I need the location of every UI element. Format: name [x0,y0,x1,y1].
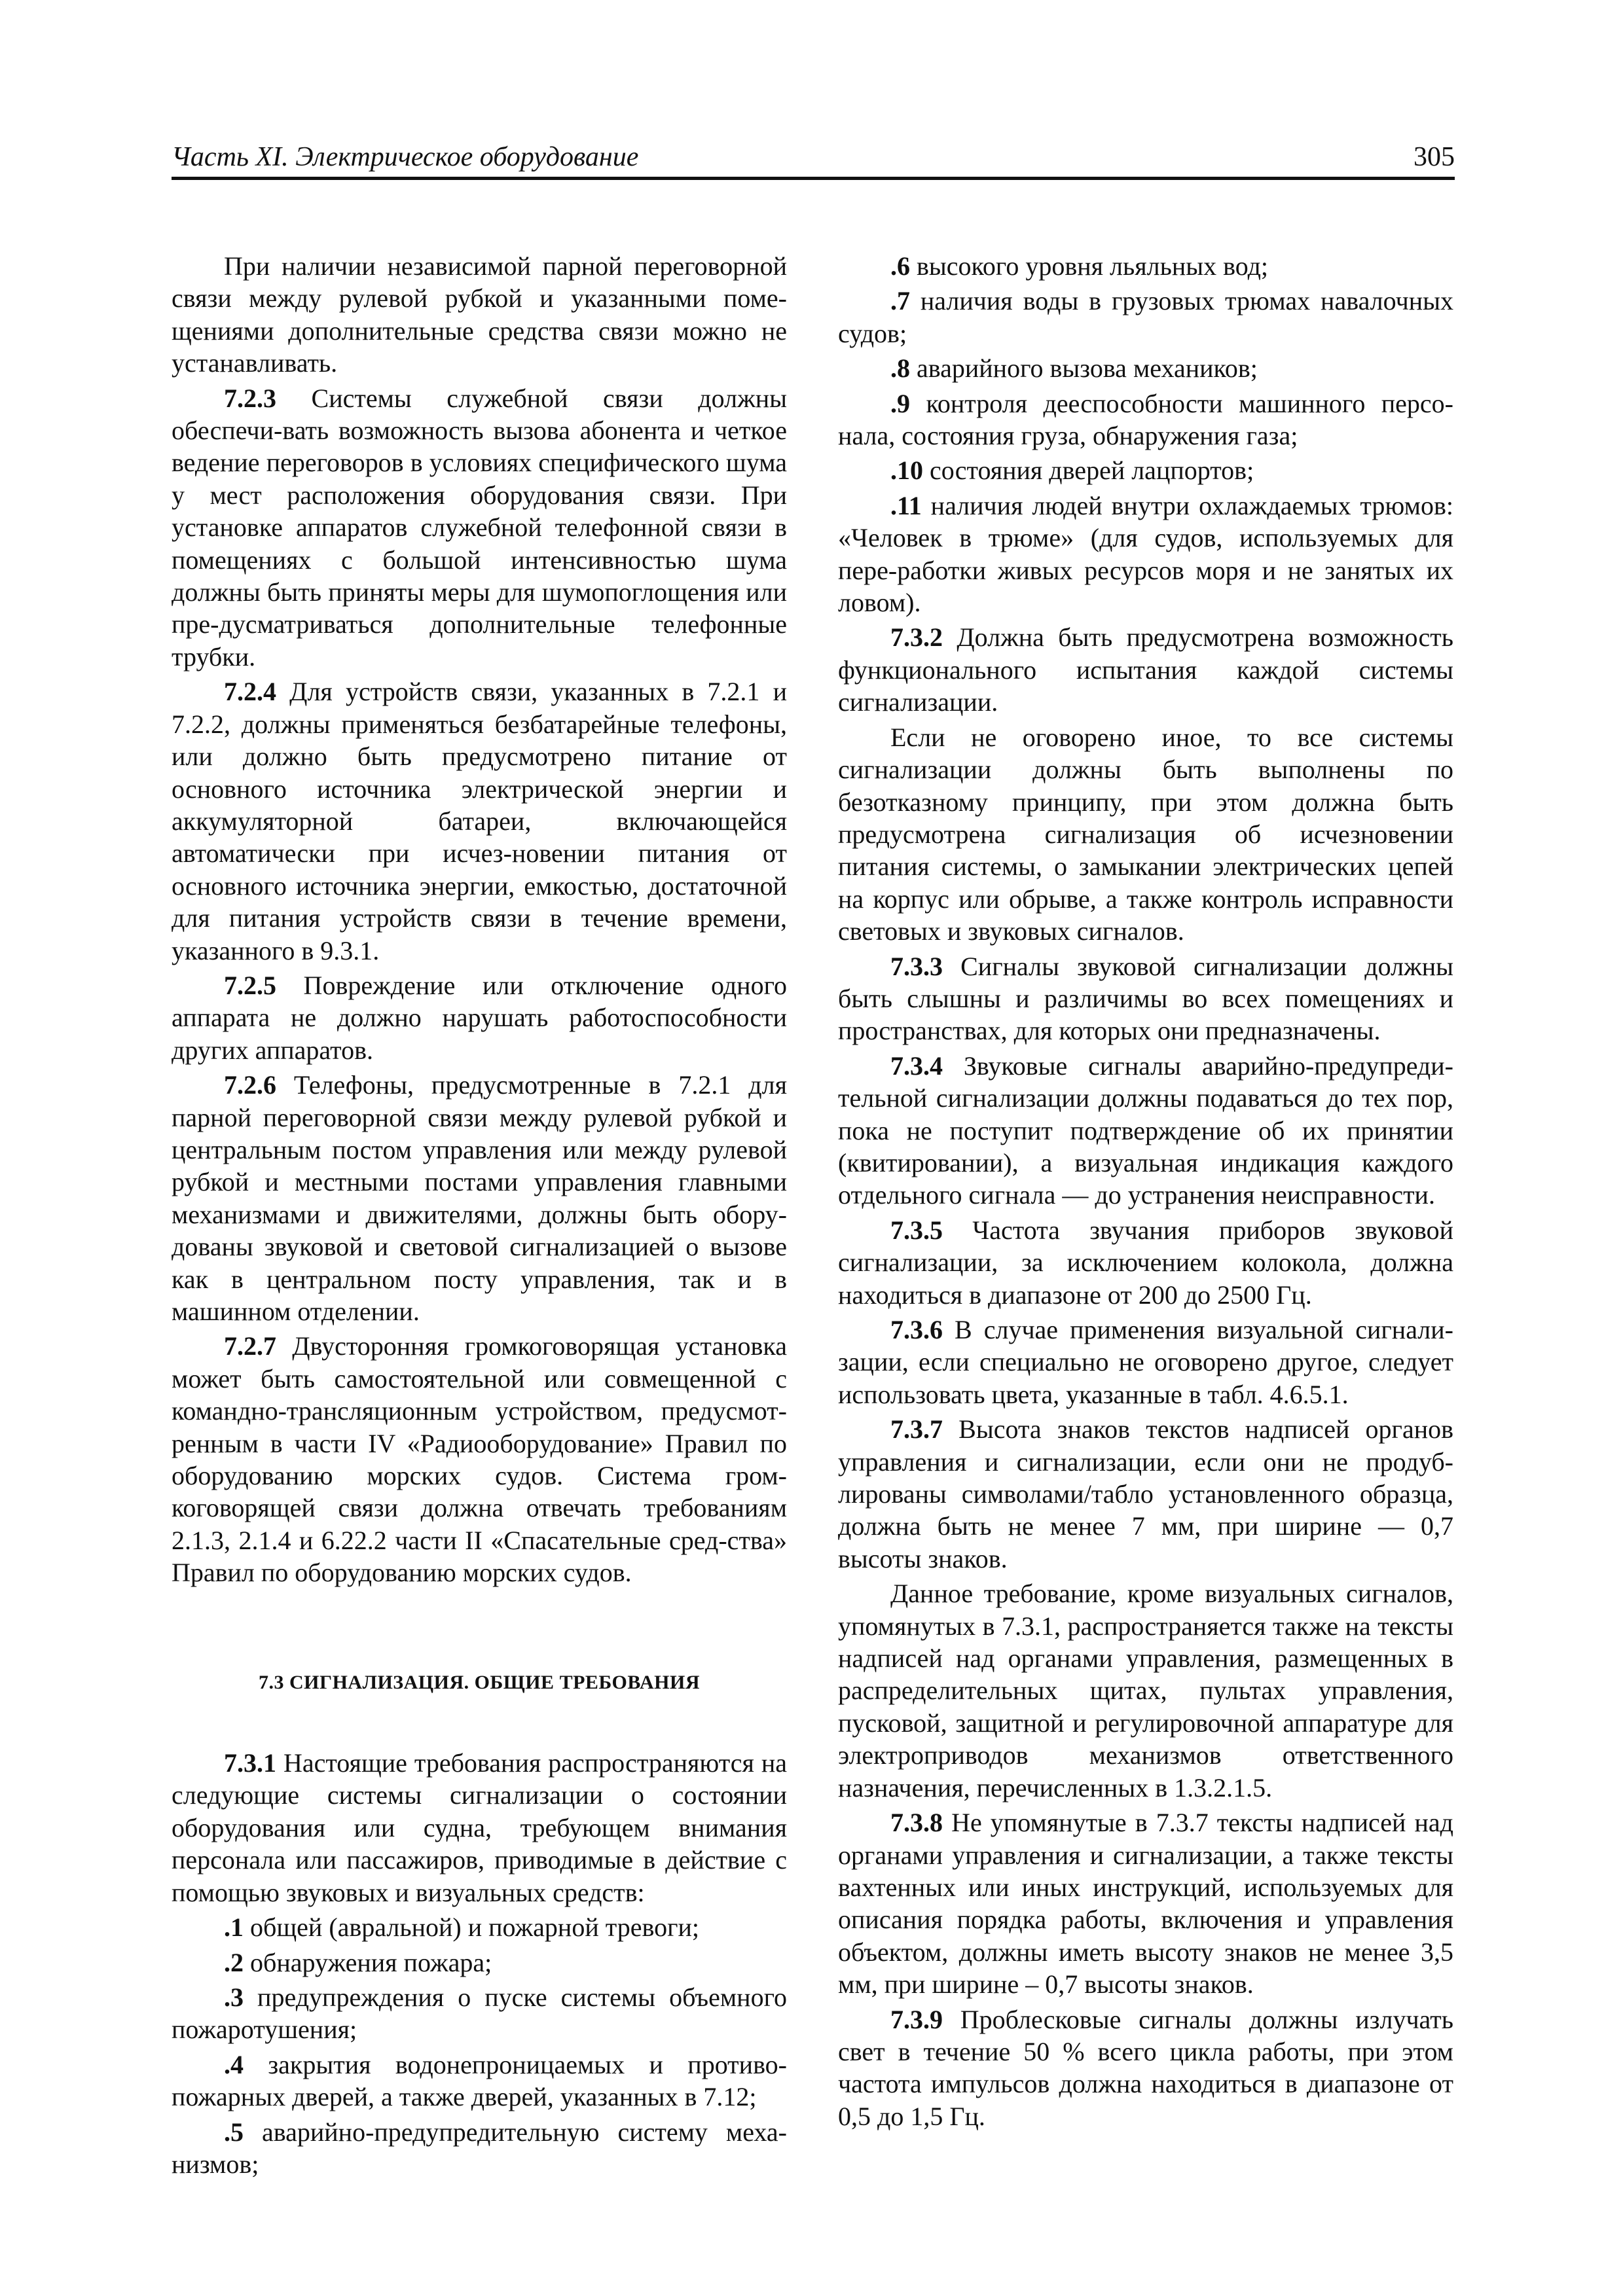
clause-number: .6 [890,251,910,281]
paragraph [172,2049,787,2113]
paragraph [838,621,1453,718]
paragraph-text: Не упомянутые в 7.3.7 тексты надписей над органами управления и сигнализации, а также тексты вахтенных или иных инструкций, используемых для описания порядка работы, включения и управления объектом, должны иметь высоту знаков не менее 3,5 мм, при ширине – 0,7 высоты знаков. [838,1808,1453,2000]
running-title: Часть XI. Электрическое оборудование [172,142,639,172]
clause-number: .1 [224,1912,244,1943]
paragraph [172,1946,787,1979]
paragraph-text: Сигналы звуковой сигнализации должны быть слышны и различимы во всех помещениях и пространствах, для которых они предназначены. [838,951,1453,1046]
paragraph [838,2003,1453,2133]
paragraph [838,352,1453,384]
section-title: 7.3 СИГНАЛИЗАЦИЯ. ОБЩИЕ ТРЕБОВАНИЯ [259,1671,700,1693]
left-paragraphs [172,250,787,1589]
clause-number: 7.2.4 [224,677,276,707]
paragraph-text: Для устройств связи, указанных в 7.2.1 и 7.2.2, должны применяться безбатарейные телефоны, или должно быть предусмотрено питание от основного источника электрической энергии и аккумуляторной батареи, включающейся автоматически при исчез-новении питания от основного источника энергии, емкостью, достаточной для питания устройств связи в течение времени, указанного в 9.3.1. [172,677,787,965]
paragraph-text: состояния дверей лацпортов; [923,456,1254,486]
paragraph-text: Телефоны, предусмотренные в 7.2.1 для парной переговорной связи между рулевой рубкой и центральным постом управления или между рулевой рубкой и местными постами управления главными механизмами и движителями, должны быть обору-дованы звуковой и световой сигнализацией о вызове как в центральном посту управления, так и в машинном отделении. [172,1070,787,1326]
paragraph [838,250,1453,282]
paragraph-text: закрытия водонепроницаемых и противо-пожарных дверей, а также дверей, указанных в 7.12; [172,2049,787,2112]
paragraph-text: Повреждение или отключение одного аппарата не должно нарушать работоспособности других аппаратов. [172,970,787,1065]
paragraph-text: Звуковые сигналы аварийно-предупреди-тельной сигнализации должны подаваться до тех пор, пока не поступит подтверждение об их принятии (квитировании), а визуальная индикация каждого отдельного сигнала — до устранения неисправности. [838,1050,1453,1210]
paragraph [172,250,787,380]
clause-number: .2 [224,1947,244,1977]
clause-number: 7.2.5 [224,970,276,1000]
paragraph [838,387,1453,452]
paragraph [838,1214,1453,1311]
paragraph [838,285,1453,350]
clause-number: .9 [890,388,910,418]
paragraph [838,490,1453,619]
paragraph [172,1981,787,2046]
paragraph [172,1330,787,1588]
paragraph-text: Настоящие требования распространяются на следующие системы сигнализации о состоянии оборудования или судна, требующем внимания персонала или пассажиров, приводимые в действие с помощью звуковых и визуальных средств: [172,1748,787,1907]
clause-number: 7.3.7 [890,1414,943,1444]
clause-number: .11 [890,490,922,520]
paragraph-text: Должна быть предусмотрена возможность функционального испытания каждой системы сигнализации. [838,622,1453,717]
clause-number: 7.3.5 [890,1215,943,1245]
paragraph-text: Высота знаков текстов надписей органов управления и сигнализации, если они не продуб-лированы символами/табло установленного образца, должна быть не менее 7 мм, при ширине — 0,7 высоты знаков. [838,1414,1453,1573]
paragraph-text: контроля дееспособности машинного персо-нала, состояния груза, обнаружения газа; [838,388,1453,451]
clause-number: 7.3.4 [890,1050,943,1081]
paragraph [838,1577,1453,1804]
paragraph [838,1413,1453,1575]
paragraph [172,969,787,1066]
clause-number: 7.3.9 [890,2004,943,2034]
paragraph [838,1314,1453,1410]
clause-number: 7.3.1 [224,1748,276,1778]
paragraph [838,721,1453,948]
paragraph [172,675,787,967]
clause-number: 7.2.7 [224,1331,276,1361]
paragraph-text: Данное требование, кроме визуальных сигналов, упомянутых в 7.3.1, распространяется также на тексты надписей над органами управления, размещенных в распределительных щитах, пультах управления, пусковой, защитной и регулировочной аппаратуре для электроприводов механизмов ответственного назначения, перечисленных в 1.3.2.1.5. [838,1579,1453,1803]
paragraph-text: аварийного вызова механиков; [910,353,1258,384]
clause-number: .10 [890,456,923,486]
paragraph-text: В случае применения визуальной сигнали-зации, если специально не оговорено другое, следует использовать цвета, указанные в табл. 4.6.5.1. [838,1315,1453,1409]
paragraph [838,454,1453,486]
clause-number: 7.3.8 [890,1808,943,1838]
paragraph [172,2116,787,2181]
clause-number: 7.2.6 [224,1070,276,1100]
clause-number: .8 [890,353,910,384]
clause-number: 7.3.3 [890,951,943,981]
paragraph [838,1050,1453,1211]
clause-number: 7.2.3 [224,383,276,413]
paragraph [172,1911,787,1943]
paragraph-text: общей (авральной) и пожарной тревоги; [244,1912,699,1943]
right-column [838,250,1453,2135]
paragraph-text: Проблесковые сигналы должны излучать свет в течение 50 % всего цикла работы, при этом частота импульсов должна находиться в диапазоне от 0,5 до 1,5 Гц. [838,2004,1453,2131]
paragraph-text: наличия воды в грузовых трюмах навалочных судов; [838,286,1453,348]
page-number: 305 [1413,142,1455,172]
left-column [172,250,787,2183]
left-paragraphs-after [172,1747,787,2180]
paragraph-text: Частота звучания приборов звуковой сигнализации, за исключением колокола, должна находиться в диапазоне от 200 до 2500 Гц. [838,1215,1453,1310]
paragraph-text: высокого уровня льяльных вод; [910,251,1269,281]
page-header [172,143,1455,180]
paragraph [172,1069,787,1327]
clause-number: 7.3.2 [890,622,943,653]
paragraph-text: обнаружения пожара; [244,1947,492,1977]
paragraph-text: Двусторонняя громкоговорящая установка может быть самостоятельной или совмещенной с командно-трансляционным устройством, предусмот-ренным в части IV «Радиооборудование» Правил по оборудованию морских судов. Система гром-коговорящей связи должна отвечать требованиям 2.1.3, 2.1.4 и 6.22.2 части II «Спасательные сред-ства» Правил по оборудованию морских судов. [172,1331,787,1588]
clause-number: 7.3.6 [890,1315,943,1344]
clause-number: .7 [890,286,910,316]
clause-number: .3 [224,1982,244,2012]
paragraph-text: Если не оговорено иное, то все системы сигнализации должны быть выполнены по безотказному принципу, при этом должна быть предусмотрена сигнализация об исчезновении питания системы, о замыкании электрических цепей на корпус или обрыве, а также контроль исправности световых и звуковых сигналов. [838,722,1453,946]
paragraph [172,382,787,673]
right-paragraphs [838,250,1453,2132]
paragraph [172,1747,787,1909]
paragraph-text: При наличии независимой парной переговорной связи между рулевой рубкой и указанными поме-щениями дополнительные средства связи можно не устанавливать. [172,251,787,378]
paragraph-text: Системы служебной связи должны обеспечи-вать возможность вызова абонента и четкое ведение переговоров в условиях специфического шума у мест расположения оборудования связи. При установке аппаратов служебной телефонной связи в помещениях с большой интенсивностью шума должны быть приняты меры для шумопоглощения или пре-дусматриваться дополнительные телефонные трубки. [172,383,787,672]
paragraph [838,1806,1453,2000]
clause-number: .5 [224,2117,244,2147]
paragraph-text: аварийно-предупредительную систему меха-низмов; [172,2117,787,2179]
paragraph [838,950,1453,1047]
paragraph-text: наличия людей внутри охлаждаемых трюмов: «Человек в трюме» (для судов, используемых для пере-работки живых ресурсов моря и не занятых их ловом). [838,490,1453,618]
clause-number: .4 [224,2049,244,2079]
paragraph-text: предупреждения о пуске системы объемного пожаротушения; [172,1982,787,2045]
